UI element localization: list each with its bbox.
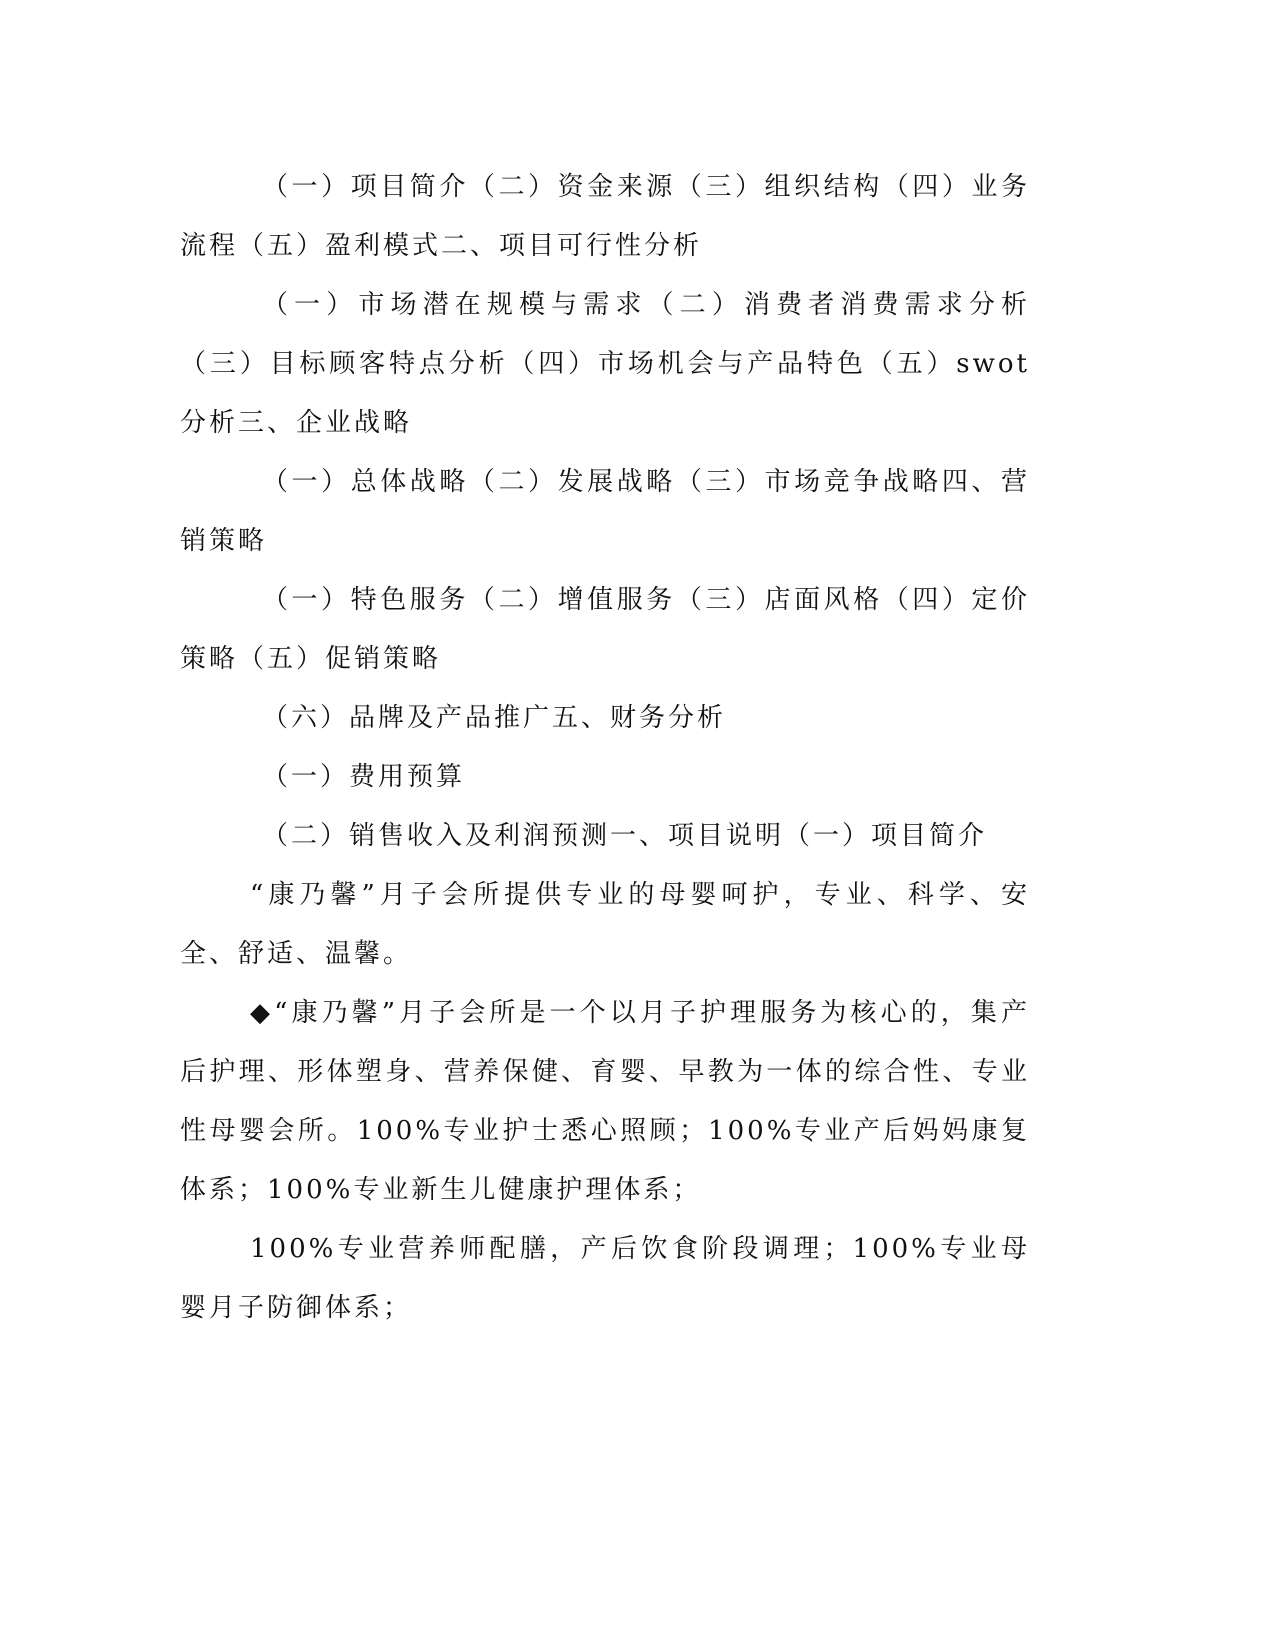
paragraph-outline-6: （一）费用预算 — [262, 762, 466, 792]
paragraph-nutrition: 100%专业营养师配膳，产后饮食阶段调理；100%专业母婴月子防御体系； — [180, 1234, 1030, 1323]
paragraph-outline-3: （一）总体战略（二）发展战略（三）市场竞争战略四、营销策略 — [180, 467, 1030, 556]
paragraph-description: ◆“康乃馨”月子会所是一个以月子护理服务为核心的，集产后护理、形体塑身、营养保健、育婴、早教为一体的综合性、专业性母婴会所。100%专业护士悉心照顾；100%专业产后妈妈康复体系；100%专业新生儿健康护理体系； — [180, 998, 1030, 1205]
paragraph-outline-1: （一）项目简介（二）资金来源（三）组织结构（四）业务流程（五）盈利模式二、项目可行性分析 — [180, 172, 1030, 261]
paragraph-outline-4: （一）特色服务（二）增值服务（三）店面风格（四）定价策略（五）促销策略 — [180, 585, 1030, 674]
paragraph-intro: “康乃馨”月子会所提供专业的母婴呵护，专业、科学、安全、舒适、温馨。 — [180, 880, 1030, 969]
paragraph-outline-2: （一）市场潜在规模与需求（二）消费者消费需求分析（三）目标顾客特点分析（四）市场机会与产品特色（五）swot分析三、企业战略 — [180, 290, 1030, 438]
paragraph-outline-5: （六）品牌及产品推广五、财务分析 — [262, 703, 727, 733]
paragraph-outline-7: （二）销售收入及利润预测一、项目说明（一）项目简介 — [262, 821, 988, 851]
document-body — [180, 158, 1030, 1338]
